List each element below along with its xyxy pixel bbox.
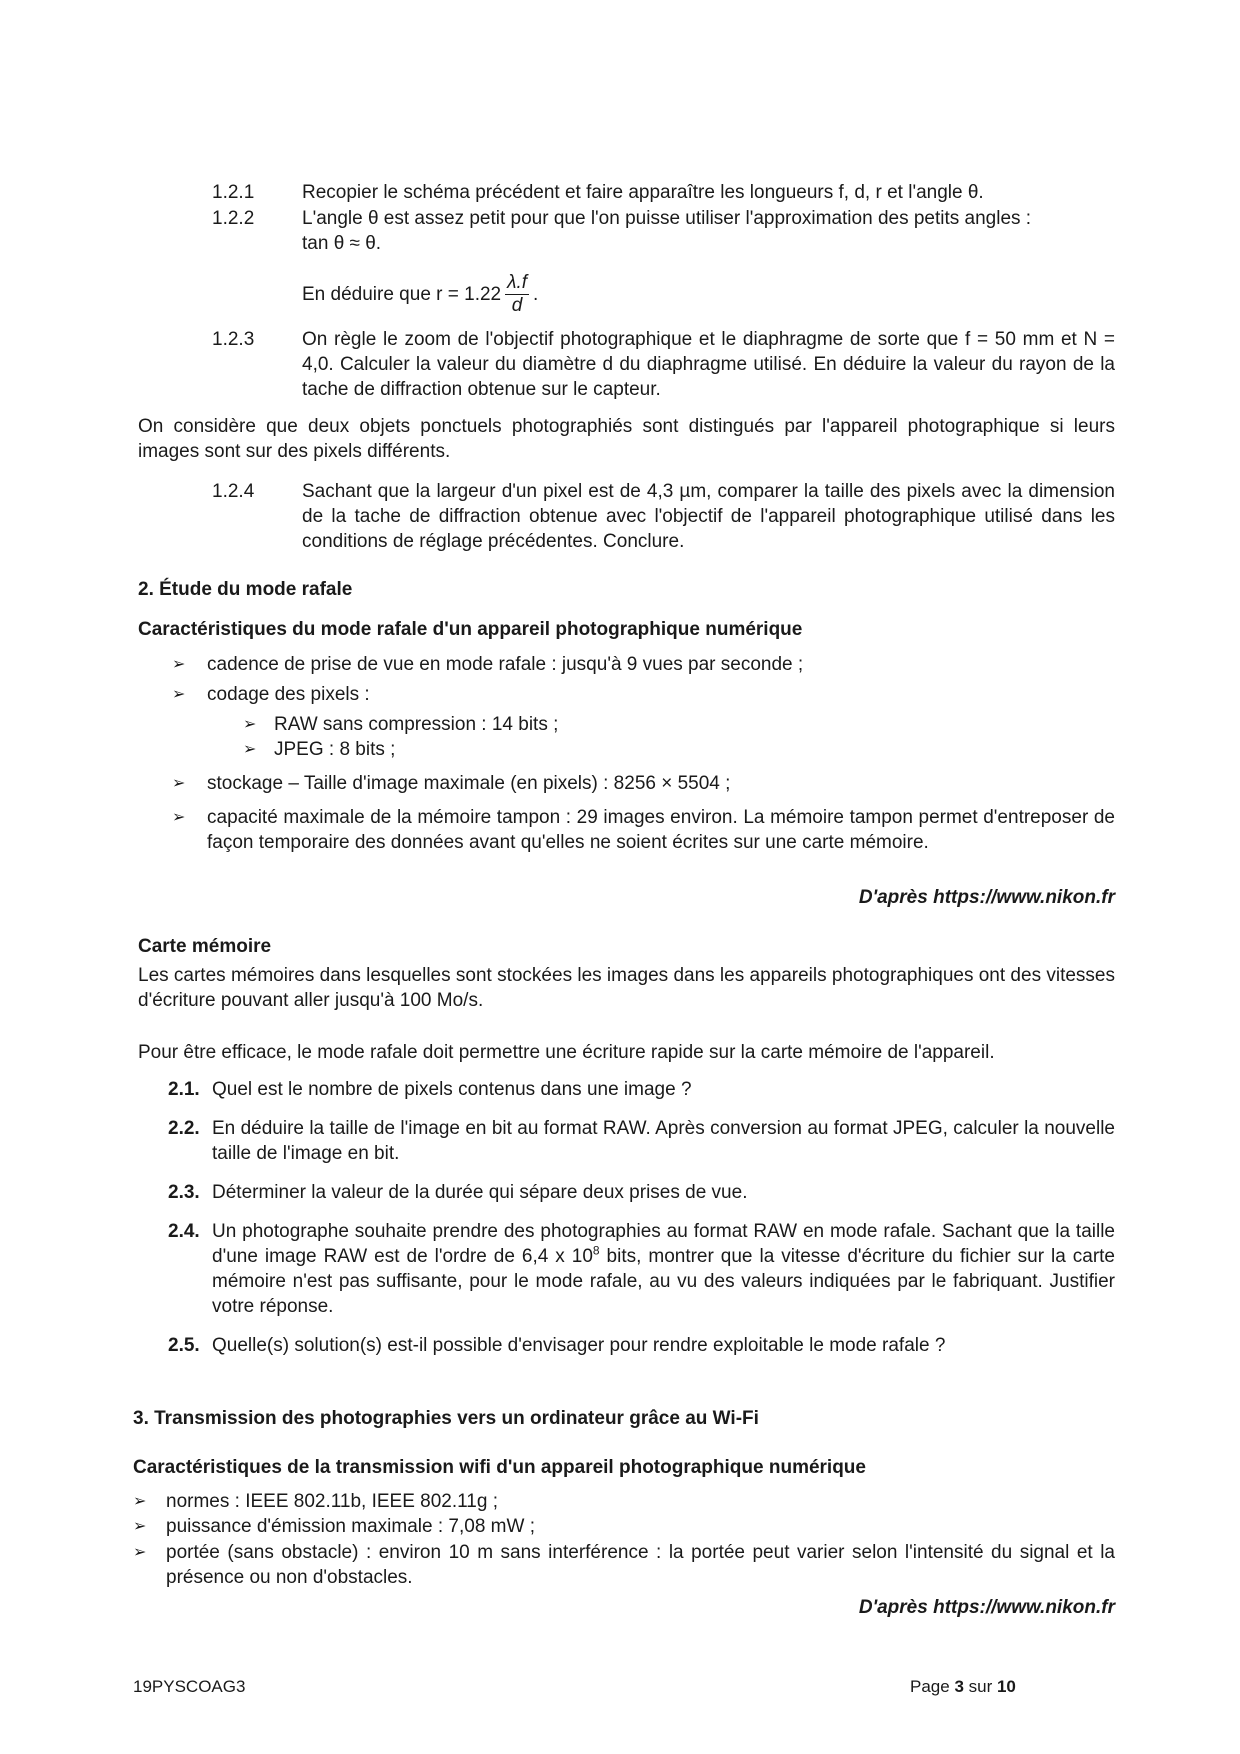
section-subtitle: Caractéristiques du mode rafale d'un appareil photographique numérique bbox=[138, 619, 803, 640]
section-title: 2. Étude du mode rafale bbox=[138, 579, 353, 600]
fraction-numerator: λ.f bbox=[507, 272, 528, 294]
question-number: 1.2.3 bbox=[212, 329, 255, 350]
question-text: On règle le zoom de l'objectif photographique et le diaphragme de sorte que f = 50 mm et N = 4,0. Calculer la valeur du diamètre d du diaphragme utilisé. En déduire la valeur du rayon de la tache de diffraction obtenue sur le capteur. bbox=[302, 329, 1115, 400]
formula-prefix: En déduire que r = 1.22 bbox=[302, 284, 502, 305]
intro-paragraph: On considère que deux objets ponctuels photographiés sont distingués par l'appareil photographique si leurs images sont sur des pixels différents. bbox=[138, 416, 1115, 462]
page-separator: sur bbox=[963, 1677, 997, 1696]
card-paragraph: Les cartes mémoires dans lesquelles sont stockées les images dans les appareils photographiques ont des vitesses d'écriture pouvant aller jusqu'à 100 Mo/s. bbox=[138, 965, 1115, 1011]
question-text-part: bits, montrer que la vitesse d'écriture du fichier sur la carte mémoire n'est pas suffisante, pour le mode rafale, au vu des valeurs indiquées par le fabriquant. Justifier votre réponse. bbox=[212, 1246, 1115, 1317]
question-number: 2.5. bbox=[168, 1335, 200, 1356]
list-item: cadence de prise de vue en mode rafale : jusqu'à 9 vues par seconde ; bbox=[207, 654, 804, 675]
list-item: JPEG : 8 bits ; bbox=[274, 739, 396, 760]
section-title: 3. Transmission des photographies vers un ordinateur grâce au Wi-Fi bbox=[133, 1408, 759, 1429]
list-item: puissance d'émission maximale : 7,08 mW ; bbox=[166, 1516, 535, 1537]
source-citation: D'après https://www.nikon.fr bbox=[858, 887, 1115, 908]
arrow-bullet-icon: ➢ bbox=[133, 1493, 147, 1510]
question-text: tan θ ≈ θ. bbox=[302, 233, 382, 254]
list-item: codage des pixels : bbox=[207, 684, 370, 705]
arrow-bullet-icon: ➢ bbox=[243, 741, 257, 758]
arrow-bullet-icon: ➢ bbox=[172, 686, 186, 703]
list-item: portée (sans obstacle) : environ 10 m sans interférence : la portée peut varier selon l'intensité du signal et la présence ou non d'obstacles. bbox=[166, 1542, 1115, 1588]
question-text: Recopier le schéma précédent et faire apparaître les longueurs f, d, r et l'angle θ. bbox=[302, 182, 984, 203]
page-number bbox=[910, 1674, 1016, 1699]
arrow-bullet-icon: ➢ bbox=[172, 809, 186, 826]
exponent: 8 bbox=[592, 1243, 600, 1258]
formula-suffix: . bbox=[533, 284, 539, 305]
card-title: Carte mémoire bbox=[138, 936, 272, 957]
question-number: 2.4. bbox=[168, 1221, 200, 1242]
arrow-bullet-icon: ➢ bbox=[172, 775, 186, 792]
question-text: En déduire la taille de l'image en bit au format RAW. Après conversion au format JPEG, calculer la nouvelle taille de l'image en bit. bbox=[212, 1118, 1115, 1164]
question-number: 1.2.2 bbox=[212, 208, 255, 229]
document-code: 19PYSCOAG3 bbox=[133, 1677, 246, 1696]
page-label: Page bbox=[910, 1677, 955, 1696]
question-text bbox=[212, 1219, 1115, 1319]
source-citation: D'après https://www.nikon.fr bbox=[858, 1597, 1115, 1618]
list-item: RAW sans compression : 14 bits ; bbox=[274, 714, 559, 735]
question-number: 2.1. bbox=[168, 1079, 200, 1100]
arrow-bullet-icon: ➢ bbox=[133, 1518, 147, 1535]
question-number: 1.2.4 bbox=[212, 481, 255, 502]
page-current: 3 bbox=[954, 1677, 964, 1696]
list-item: stockage – Taille d'image maximale (en pixels) : 8256 × 5504 ; bbox=[207, 773, 731, 794]
question-number: 2.2. bbox=[168, 1118, 200, 1139]
section-subtitle: Caractéristiques de la transmission wifi d'un appareil photographique numérique bbox=[133, 1457, 866, 1478]
arrow-bullet-icon: ➢ bbox=[243, 716, 257, 733]
list-item: normes : IEEE 802.11b, IEEE 802.11g ; bbox=[166, 1491, 498, 1512]
list-item: capacité maximale de la mémoire tampon : 29 images environ. La mémoire tampon permet d'entreposer de façon temporaire des données avant qu'elles ne soient écrites sur une carte mémoire. bbox=[207, 807, 1115, 853]
question-number: 1.2.1 bbox=[212, 182, 255, 203]
arrow-bullet-icon: ➢ bbox=[172, 656, 186, 673]
question-text: Déterminer la valeur de la durée qui sépare deux prises de vue. bbox=[212, 1182, 748, 1203]
question-text: Sachant que la largeur d'un pixel est de 4,3 µm, comparer la taille des pixels avec la dimension de la tache de diffraction obtenue avec l'objectif de l'appareil photographique utilisé dans les conditions de réglage précédentes. Conclure. bbox=[302, 481, 1115, 552]
efficiency-paragraph: Pour être efficace, le mode rafale doit permettre une écriture rapide sur la carte mémoire de l'appareil. bbox=[138, 1042, 995, 1063]
question-number: 2.3. bbox=[168, 1182, 200, 1203]
arrow-bullet-icon: ➢ bbox=[133, 1544, 147, 1561]
page-total: 10 bbox=[996, 1677, 1016, 1696]
formula-fraction bbox=[505, 272, 529, 317]
question-text: L'angle θ est assez petit pour que l'on puisse utiliser l'approximation des petits angles : bbox=[302, 208, 1032, 229]
question-text: Quel est le nombre de pixels contenus dans une image ? bbox=[212, 1079, 692, 1100]
fraction-denominator: d bbox=[511, 295, 523, 317]
question-text-part: Un photographe souhaite prendre des photographies au format RAW en mode rafale. Sachant que la taille d'une image RAW est de l'ordre de 6,4 x 10 bbox=[212, 1221, 1115, 1267]
formula-line bbox=[302, 270, 538, 320]
question-text: Quelle(s) solution(s) est-il possible d'envisager pour rendre exploitable le mode rafale ? bbox=[212, 1335, 946, 1356]
